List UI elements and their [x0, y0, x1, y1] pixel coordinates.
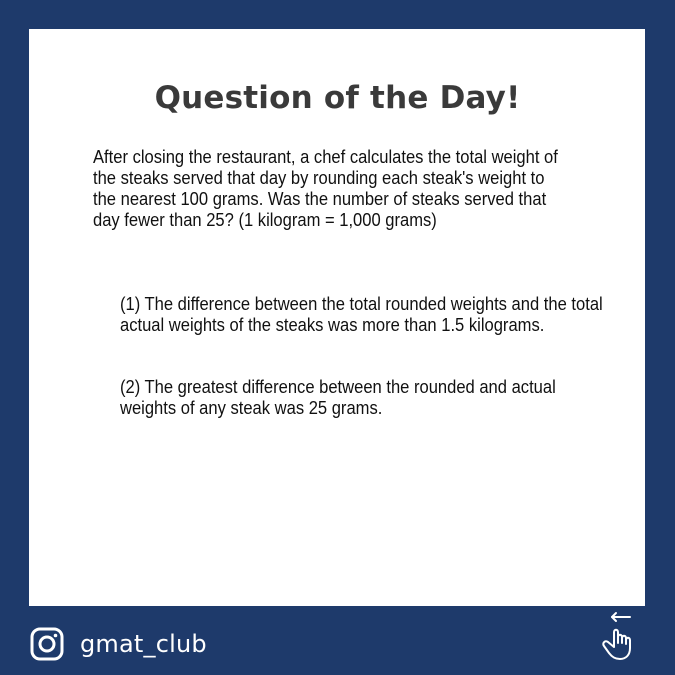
page-title: Question of the Day! — [154, 80, 521, 116]
instagram-handle[interactable] — [30, 624, 207, 664]
statement-1: (1) The difference between the total rounded weights and the total actual weights of the steaks was more than 1.5 kilograms. — [120, 294, 603, 335]
question-text: After closing the restaurant, a chef calculates the total weight of the steaks served that day by rounding each steak's weight to the nearest 100 grams. Was the number of steaks served that day fewer than 25? (1 kilogram = 1,000 grams) — [93, 147, 558, 230]
swipe-left-hand-icon — [600, 610, 646, 662]
instagram-handle-text: gmat_club — [80, 630, 207, 658]
statement-2: (2) The greatest difference between the rounded and actual weights of any steak was 25 grams. — [120, 377, 556, 418]
instagram-icon — [30, 627, 64, 661]
